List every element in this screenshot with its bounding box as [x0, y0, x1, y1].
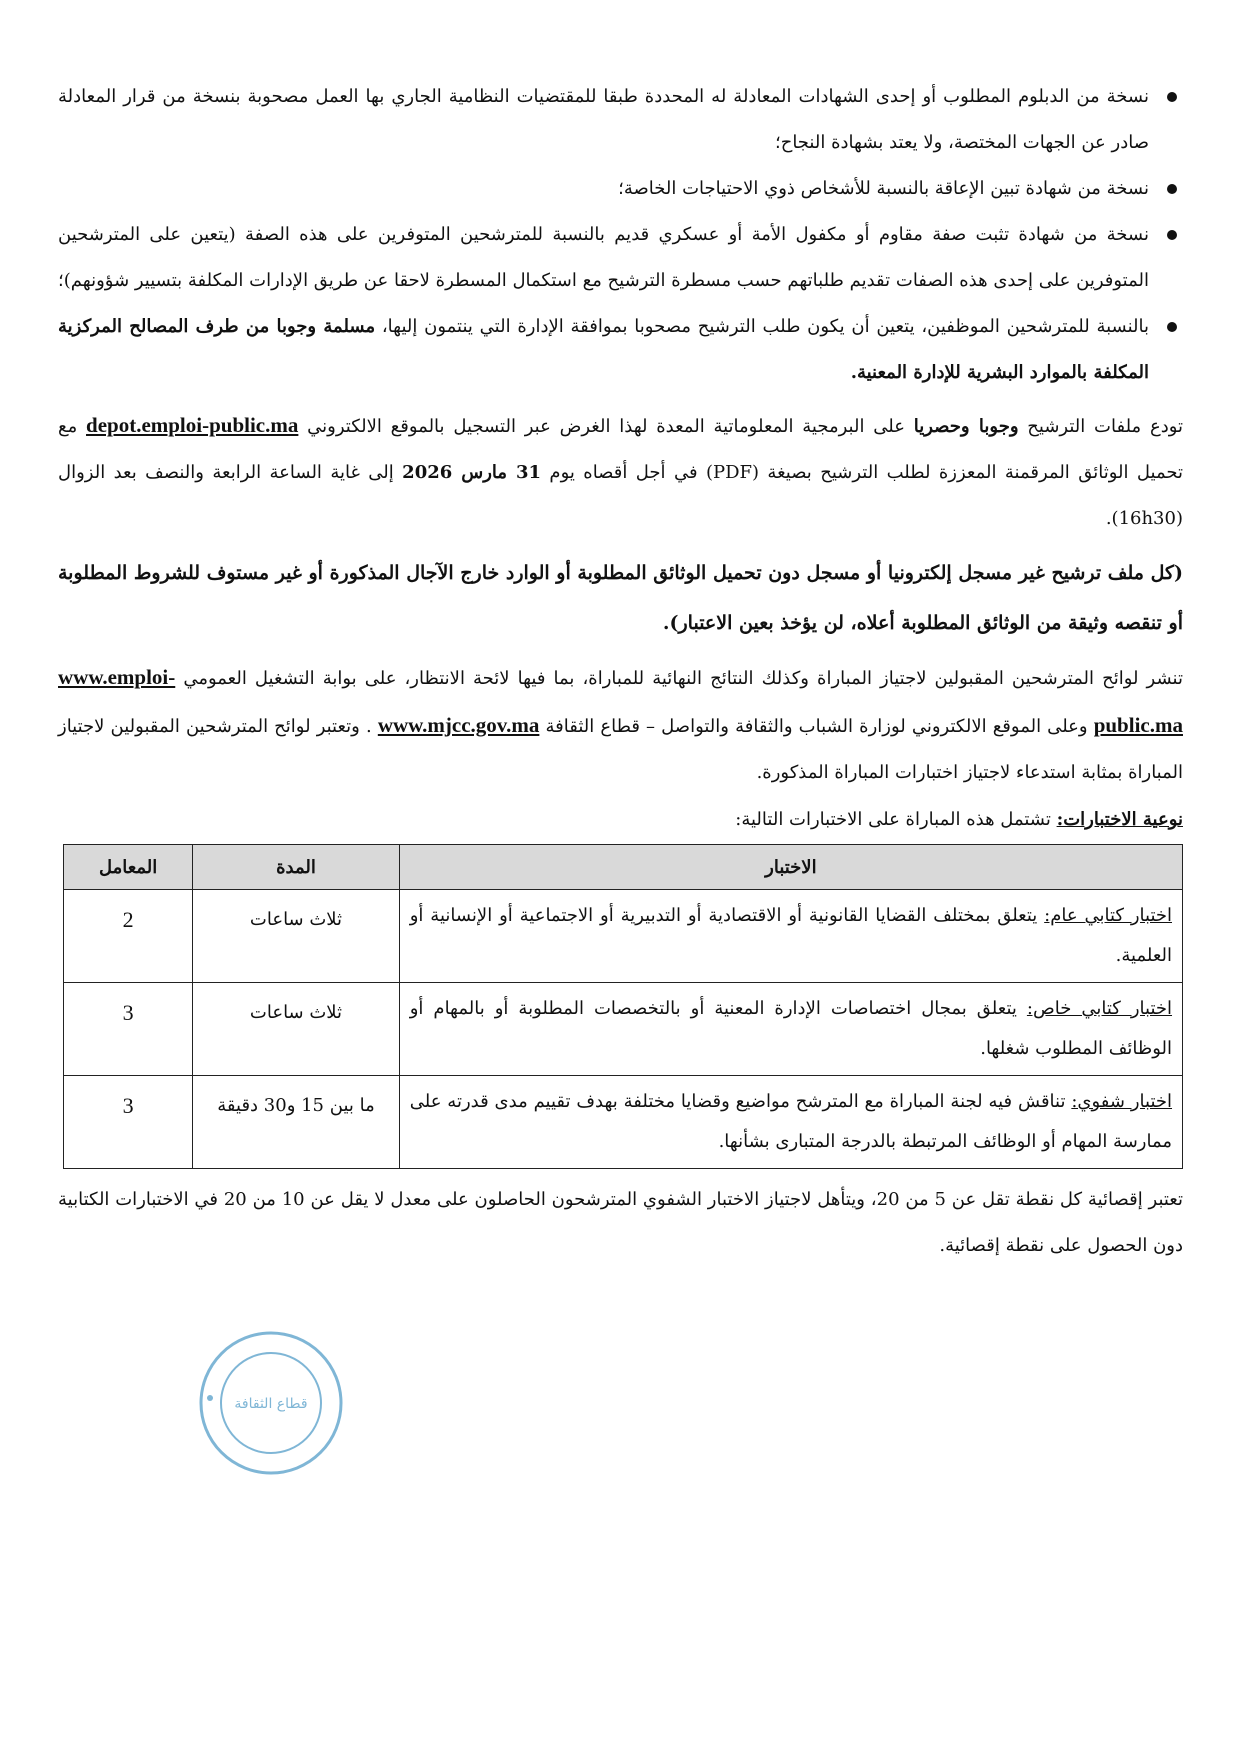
bullet-icon — [1167, 92, 1177, 102]
duration-cell: ثلاث ساعات — [193, 890, 399, 983]
document-page — [58, 74, 1183, 1269]
bullet-icon — [1167, 184, 1177, 194]
bullet-icon — [1167, 230, 1177, 240]
table-row — [64, 1076, 1183, 1169]
list-item: نسخة من شهادة تبين الإعاقة بالنسبة للأشخاص ذوي الاحتياجات الخاصة؛ — [58, 166, 1183, 212]
exam-cell: اختبار كتابي عام: يتعلق بمختلف القضايا القانونية أو الاقتصادية أو التدبيرية أو الاجتماعية أو الإنسانية أو العلمية. — [399, 890, 1182, 983]
list-item: بالنسبة للمترشحين الموظفين، يتعين أن يكون طلب الترشيح مصحوبا بموافقة الإدارة التي ينتمون إليها، مسلمة وجوبا من طرف المصالح المركزية المكلفة بالموارد البشرية للإدارة المعنية. — [58, 304, 1183, 396]
emploi-public-link[interactable]: www.emploi-public.ma — [58, 665, 1183, 737]
coef-cell: 3 — [64, 983, 193, 1076]
table-header-row — [64, 845, 1183, 890]
header-coef: المعامل — [64, 845, 193, 890]
duration-cell: ما بين 15 و30 دقيقة — [193, 1076, 399, 1169]
exam-cell: اختبار كتابي خاص: يتعلق بمجال اختصاصات الإدارة المعنية أو بالتخصصات المطلوبة أو بالمهام أو الوظائف المطلوب شغلها. — [399, 983, 1182, 1076]
requirements-list — [58, 74, 1183, 396]
exams-section-title: نوعية الاختبارات: تشتمل هذه المباراة على الاختبارات التالية: — [735, 809, 1183, 830]
list-item: نسخة من شهادة تثبت صفة مقاوم أو مكفول الأمة أو عسكري قديم بالنسبة للمترشحين المتوفرين على هذه الصفة (يتعين على المترشحين المتوفرين على إحدى هذه الصفات تقديم طلباتهم حسب مسطرة الترشيح مع استكمال المسطرة لاحقا عن طريق الإدارات المكلفة بتسيير شؤونهم)؛ — [58, 212, 1183, 304]
deadline-date: 31 مارس 2026 — [402, 462, 542, 483]
stamp-text: قطاع الثقافة — [234, 1396, 308, 1412]
depot-link[interactable]: depot.emploi-public.ma — [86, 413, 299, 437]
exam-cell: اختبار شفوي: تناقش فيه لجنة المباراة مع المترشح مواضيع وقضايا مختلفة بهدف تقييم مدى قدرته على ممارسة المهام أو الوظائف المرتبطة بالدرجة المتبارى بشأنها. — [399, 1076, 1182, 1169]
list-item: نسخة من الدبلوم المطلوب أو إحدى الشهادات المعادلة له المحددة طبقا للمقتضيات النظامية الجاري بها العمل مصحوبة بنسخة من قرار المعادلة صادر عن الجهات المختصة، ولا يعتد بشهادة النجاح؛ — [58, 74, 1183, 166]
deposit-paragraph: تودع ملفات الترشيح وجوبا وحصريا على البرمجية المعلوماتية المعدة لهذا الغرض عبر التسجيل بالموقع الالكتروني depot.emploi-public.ma مع تحميل الوثائق المرقمنة المعززة لطلب الترشيح بصيغة (PDF) في أجل أقصاه يوم 31 مارس 2026 إلى غاية الساعة الرابعة والنصف بعد الزوال (16h30). — [58, 413, 1184, 529]
footer-note: تعتبر إقصائية كل نقطة تقل عن 5 من 20، ويتأهل لاجتياز الاختبار الشفوي المترشحون الحاصلون على معدل لا يقل عن 10 من 20 في الاختبارات الكتابية دون الحصول على نقطة إقصائية. — [58, 1189, 1184, 1256]
coef-cell: 2 — [64, 890, 193, 983]
exams-table — [63, 844, 1183, 1169]
publish-paragraph: تنشر لوائح المترشحين المقبولين لاجتياز المباراة وكذلك النتائج النهائية للمباراة، بما فيها لائحة الانتظار، على بوابة التشغيل العمومي www.emploi-public.ma وعلى الموقع الالكتروني لوزارة الشباب والثقافة والتواصل – قطاع الثقافة www.mjcc.gov.ma . وتعتبر لوائح المترشحين المقبولين لاجتياز المباراة بمثابة استدعاء لاجتياز اختبارات المباراة المذكورة. — [58, 665, 1183, 783]
mjcc-link[interactable]: www.mjcc.gov.ma — [377, 713, 540, 737]
warning-paragraph: (كل ملف ترشيح غير مسجل إلكترونيا أو مسجل دون تحميل الوثائق المطلوبة أو الوارد خارج الآجال المذكورة أو غير مستوف للشروط المطلوبة أو تنقصه وثيقة من الوثائق المطلوبة أعلاه، لن يؤخذ بعين الاعتبار). — [58, 562, 1183, 634]
duration-cell: ثلاث ساعات — [193, 983, 399, 1076]
bold-text: مسلمة وجوبا من طرف المصالح المركزية المكلفة بالموارد البشرية للإدارة المعنية. — [58, 316, 1149, 383]
table-row — [64, 983, 1183, 1076]
header-exam: الاختبار — [399, 845, 1182, 890]
header-duration: المدة — [193, 845, 399, 890]
bullet-icon — [1167, 322, 1177, 332]
official-stamp-icon — [196, 1328, 346, 1478]
table-row — [64, 890, 1183, 983]
coef-cell: 3 — [64, 1076, 193, 1169]
